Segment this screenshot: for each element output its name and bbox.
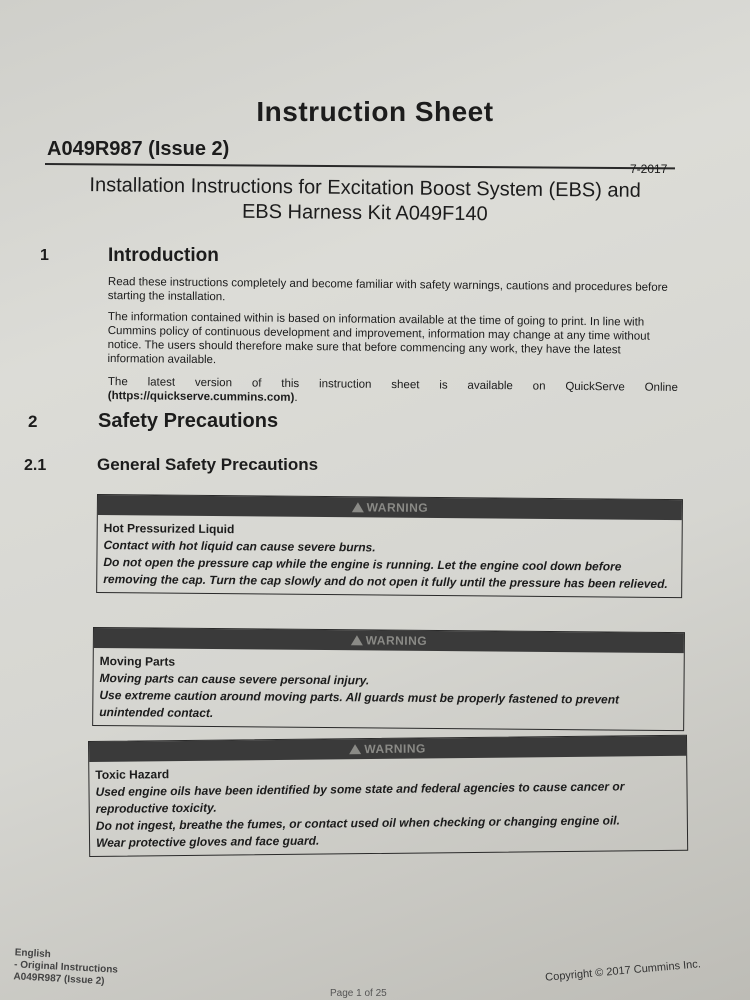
section-title-safety: Safety Precautions: [98, 410, 279, 432]
warning-title: Toxic Hazard: [95, 767, 170, 782]
warning-title: Hot Pressurized Liquid: [103, 521, 235, 537]
warning-line-1: Moving parts can cause severe personal injury.: [99, 671, 370, 688]
section-title-general: General Safety Precautions: [97, 455, 319, 474]
footer-doc-ref: A049R987 (Issue 2): [13, 971, 105, 988]
footer-language: English: [14, 947, 52, 961]
footer-copyright: Copyright © 2017 Cummins Inc.: [544, 958, 702, 984]
quickserve-link[interactable]: (https://quickserve.cummins.com): [107, 389, 295, 404]
footer-page-number: Page 1 of 25: [330, 988, 387, 999]
warning-triangle-icon: [351, 635, 363, 645]
section-number-safety: 2: [28, 412, 38, 431]
warning-line-1: Used engine oils have been identified by some state and federal agencies to cause cancer or reproductive toxicity.: [95, 779, 625, 816]
warning-body: [97, 515, 682, 597]
warning-box-moving-parts: [92, 627, 685, 731]
quickserve-period: .: [294, 391, 298, 404]
warning-box-hot-liquid: [96, 494, 683, 598]
warning-line-2: Do not open the pressure cap while the engine is running. Let the engine cool down before removing the cap. Turn the cap slowly and do not open it fully until the pressure has been relieved.: [103, 555, 668, 591]
intro-paragraph-3: [108, 375, 678, 409]
footer-original-instructions: - Original Instructions: [13, 959, 119, 976]
document-date: 7-2017: [630, 162, 668, 176]
document-title: Instruction Sheet: [256, 96, 494, 127]
intro-paragraph-1: Read these instructions completely and become familiar with safety warnings, cautions and procedures before starting the installation.: [107, 275, 668, 304]
warning-label: WARNING: [364, 741, 426, 757]
warning-triangle-icon: [352, 502, 364, 512]
footer-document-info: [13, 947, 119, 988]
warning-line-2: Use extreme caution around moving parts. All guards must be properly fastened to prevent unintended contact.: [99, 688, 620, 721]
title-rule: [45, 163, 675, 169]
section-number-general: 2.1: [24, 457, 47, 474]
document-number: A049R987 (Issue 2): [47, 138, 230, 160]
subtitle-line-2: EBS Harness Kit A049F140: [241, 200, 488, 226]
warning-body: [93, 648, 684, 730]
warning-line-2: Do not ingest, breathe the fumes, or contact used oil when checking or changing engine oil.: [95, 813, 620, 833]
subtitle-line-1: Installation Instructions for Excitation Boost System (EBS) and: [89, 174, 641, 202]
section-number-intro: 1: [40, 247, 49, 264]
warning-line-1: Contact with hot liquid can cause severe burns.: [103, 538, 376, 555]
section-title-intro: Introduction: [108, 245, 219, 266]
warning-box-toxic-hazard: [88, 735, 688, 857]
intro-paragraph-2: The information contained within is based on information available at the time of going to print. In line with Cummins policy of continuous development and improvement, information may change at any time without notice. The users should therefore make sure that before commencing any work, they have the latest information available.: [107, 310, 650, 367]
warning-label: WARNING: [366, 500, 429, 515]
warning-label: WARNING: [365, 633, 428, 648]
document-subtitle: [40, 173, 690, 230]
quickserve-line: The latest version of this instruction sheet is available on QuickServe Online: [107, 375, 678, 394]
warning-body: [89, 756, 687, 856]
warning-title: Moving Parts: [99, 654, 176, 669]
warning-triangle-icon: [349, 744, 361, 754]
warning-line-3: Wear protective gloves and face guard.: [95, 833, 320, 850]
